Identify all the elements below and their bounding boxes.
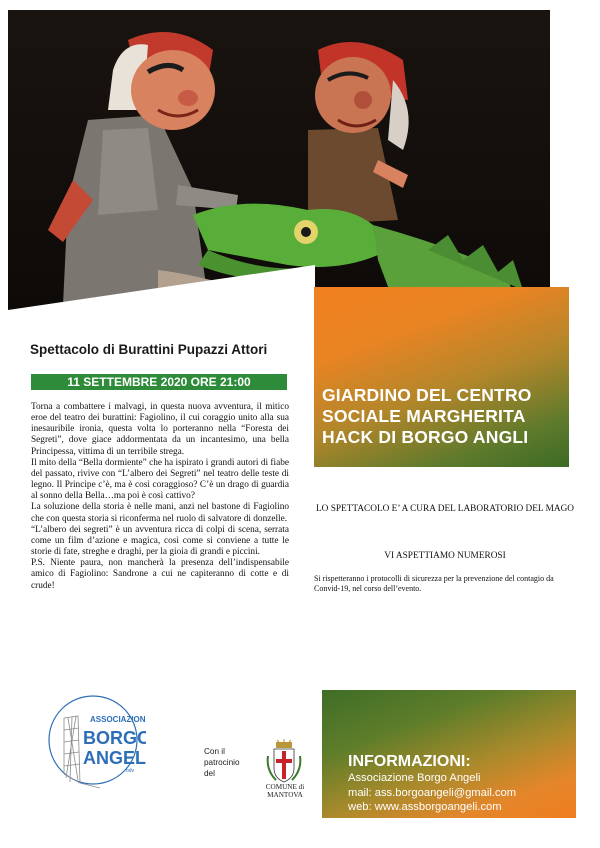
comune-line2: MANTOVA <box>267 791 303 799</box>
patronage-text <box>204 746 254 779</box>
covid-note: Si rispetteranno i protocolli di sicurezza per la prevenzione del contagio da Convid-19, nel corso dell’evento. <box>314 574 554 593</box>
comune-line1: COMUNE di <box>265 783 305 791</box>
story-paragraph: La soluzione della storia è nelle mani, anzi nel bastone di Fagiolino che con questa storia si riconferma nel ruolo di salvatore di donzelle. <box>31 502 289 524</box>
info-website[interactable]: web: www.assborgoangeli.com <box>348 801 502 813</box>
story-text <box>31 402 289 592</box>
patronage-line: Con il <box>204 747 225 756</box>
association-logo-line3: ANGELI <box>83 748 146 768</box>
story-paragraph: “L’albero dei segreti” è un avventura ricca di colpi di scena, serrata come un film d’azione e magica, così come si conviene a tutte le storie di fate, streghe e draghi, per la gioia di grandi e piccini. <box>31 524 289 558</box>
association-logo <box>40 688 146 798</box>
association-logo-line2: BORGO <box>83 728 146 748</box>
info-email[interactable]: mail: ass.borgoangeli@gmail.com <box>348 786 517 799</box>
welcome-note: VI ASPETTIAMO NUMEROSI <box>384 551 506 561</box>
show-subtitle: Spettacolo di Burattini Pupazzi Attori <box>30 342 268 357</box>
story-paragraph: Il mito della “Bella dormiente” che ha ispirato i grandi autori di fiabe del passato, rivive con “L’albero dei Segreti” nel teatro delle teste di legno. Il Principe c’è, ma è così coraggioso? C’è un drago di guardia al sonno della Bella…ma poi è così cattivo? <box>31 457 289 502</box>
story-paragraph: P.S. Niente paura, non mancherà la presenza dell’indispensabile amico di Fagiolino: Sandrone a cui ne capiteranno di cotte e di crude! <box>31 558 289 591</box>
venue-title: GIARDINO DEL CENTRO SOCIALE MARGHERITA HACK DI BORGO ANGLI <box>322 385 532 447</box>
patronage-line: del <box>204 769 215 778</box>
association-logo-line4: odv <box>126 768 135 774</box>
association-logo-line1: ASSOCIAZIONE <box>90 715 146 724</box>
show-date: 11 SETTEMBRE 2020 ORE 21:00 <box>31 374 287 390</box>
patronage-line: patrocinio <box>204 758 240 767</box>
story-paragraph: Torna a combattere i malvagi, in questa nuova avventura, il mitico eroe del teatro dei burattini: Fagiolino, il cui coraggio unito alla sua inesauribile ironia, questa volta lo porteranno nella “Foresta dei Segreti”, dove giace addormentata da un incantesimo, una bella Principessa, vittima di un terribile strega. <box>31 402 289 457</box>
title-panel <box>314 287 569 467</box>
info-heading: INFORMAZIONI: <box>348 753 471 770</box>
info-panel <box>322 690 576 818</box>
comune-label <box>262 783 308 799</box>
info-association: Associazione Borgo Angeli <box>348 772 481 784</box>
laboratory-note: LO SPETTACOLO E’ A CURA DEL LABORATORIO DEL MAGO <box>315 504 575 514</box>
